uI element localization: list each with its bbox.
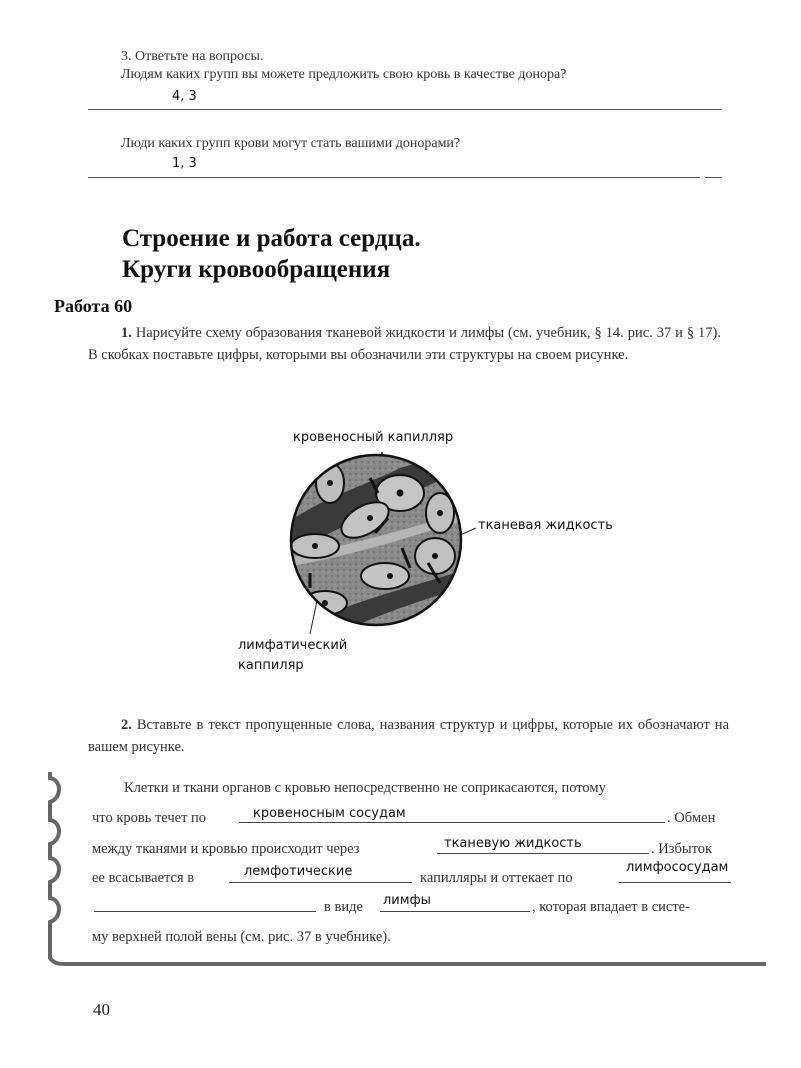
p4-start: ее всасывается в — [92, 870, 195, 886]
label-lymph-capillary-2: каппиляр — [238, 658, 304, 673]
blank-4-answer[interactable]: лимфососудам — [626, 860, 729, 875]
label-tissue-fluid: тканевая жидкость — [478, 518, 613, 533]
task1-text — [88, 322, 721, 366]
section-title-line-2: Круги кровообращения — [122, 256, 391, 283]
blank-5-answer[interactable]: лимфы — [383, 893, 431, 908]
p5-middle: в виде — [324, 899, 363, 915]
task2-body: Вставьте в текст пропущенные слова, названия структур и цифры, которые их обозначают на вашем рисунке. — [88, 717, 730, 755]
label-lymph-capillary-1: лимфатический — [238, 638, 348, 653]
p3-end: . Избыток — [651, 841, 713, 857]
blank-4-line — [619, 882, 731, 883]
task2-number: 2. — [121, 717, 132, 733]
tissue-fluid-diagram — [270, 448, 480, 638]
question-1: Людям каких групп вы можете предложить свою кровь в качестве донора? — [121, 67, 567, 82]
task2-text — [88, 714, 729, 758]
p4-middle: капилляры и оттекает по — [420, 870, 573, 886]
task3-heading — [121, 49, 263, 65]
question-2: Люди каких групп крови могут стать вашими донорами? — [121, 136, 461, 151]
micrograph — [270, 448, 480, 638]
page-number: 40 — [93, 1000, 110, 1019]
answer-2-line — [88, 177, 700, 178]
p1: Клетки и ткани органов с кровью непосредственно не соприкасаются, потому — [124, 780, 606, 796]
p6: му верхней полой вены (см. рис. 37 в учебнике). — [92, 929, 391, 945]
answer-2-line-end — [705, 177, 722, 178]
blank-5-line — [380, 911, 530, 912]
blank-1-answer[interactable]: кровеносным сосудам — [253, 806, 406, 821]
blank-2-line — [437, 853, 649, 854]
blank-2-answer[interactable]: тканевую жидкость — [444, 836, 582, 851]
p5-end: , которая впадает в систе- — [532, 899, 690, 915]
task1-body: Нарисуйте схему образования тканевой жидкости и лимфы (см. учебник, § 14. рис. 37 и § 17). В скобках поставьте цифры, которыми вы обозначили эти структуры на своем рисунке. — [88, 325, 722, 363]
blank-3-answer[interactable]: лемфотические — [244, 864, 353, 879]
answer-2[interactable]: 1, 3 — [172, 156, 197, 171]
work-title: Работа 60 — [54, 296, 133, 316]
cell — [361, 563, 409, 589]
p2-start: что кровь течет по — [92, 810, 207, 826]
section-title-line-1: Строение и работа сердца. — [122, 225, 421, 252]
task3-heading-text: 3. Ответьте на вопросы. — [121, 49, 264, 64]
p2-end: . Обмен — [667, 810, 716, 826]
blank-4-line-cont — [94, 911, 316, 912]
blank-3-line — [229, 882, 412, 883]
section-title — [122, 223, 421, 285]
task1-number: 1. — [121, 325, 132, 341]
blank-1-line — [239, 822, 665, 823]
answer-1-line — [88, 109, 722, 110]
label-blood-capillary: кровеносный капилляр — [293, 430, 454, 445]
answer-1[interactable]: 4, 3 — [172, 89, 197, 104]
p3-start: между тканями и кровью происходит через — [92, 841, 360, 857]
